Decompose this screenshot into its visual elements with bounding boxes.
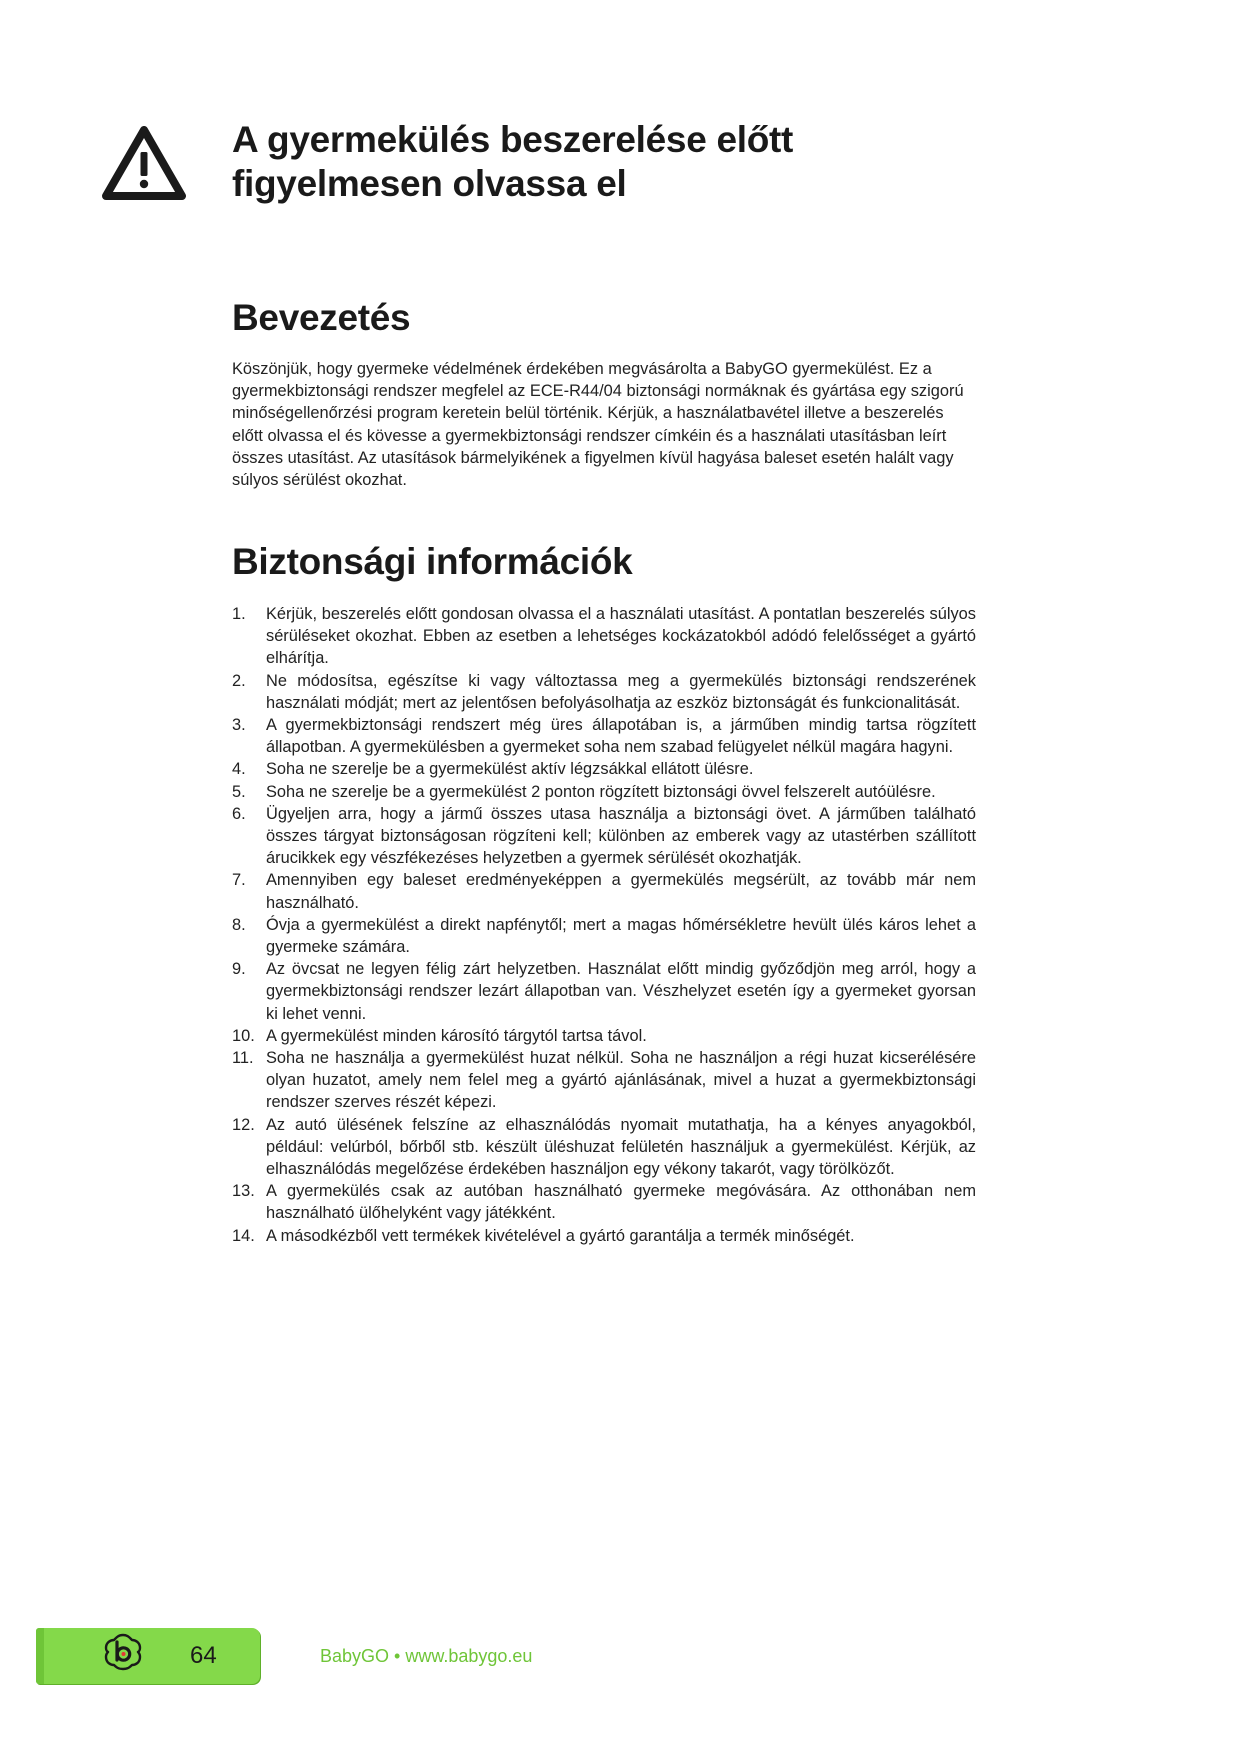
list-item-text: A másodkézből vett termékek kivételével a gyártó garantálja a termék minőségét. <box>266 1226 855 1245</box>
page-title: A gyermekülés beszerelése előtt figyelmesen olvassa el <box>232 119 794 204</box>
safety-heading: Biztonsági információk <box>232 541 633 582</box>
list-item <box>232 869 976 913</box>
list-item-number: 12. <box>232 1115 255 1134</box>
intro-paragraph: Köszönjük, hogy gyermeke védelmének érdekében megvásárolta a BabyGO gyermekülést. Ez a gyermekbiztonsági rendszer megfelel az ECE-R44/04 biztonsági normáknak és gyártása egy szigorú minőségellenőrzési program keretein belül történik. Kérjük, a használatbavétel illetve a beszerelés előtt olvassa el és kövesse a gyermekbiztonsági rendszer címkéin és a használati utasításban leírt összes utasítást. Az utasítások bármelyikének a figyelmen kívül hagyása baleset esetén halált vagy súlyos sérülést okozhat. <box>232 360 964 490</box>
list-item <box>232 670 976 714</box>
list-item-number: 11. <box>232 1049 254 1068</box>
list-item-text: A gyermekbiztonsági rendszert még üres állapotában is, a járműben mindig tartsa rögzített állapotban. A gyermekülésben a gyermeket soha nem szabad felügyelet nélkül magára hagyni. <box>266 716 976 757</box>
list-item-text: Ügyeljen arra, hogy a jármű összes utasa használja a biztonsági övet. A járműben található összes tárgyat biztonságosan rögzíteni kell; különben az emberek vagy az utastérben szállított árucikkek egy vészfékezéses helyzetben a gyermek sérülését okozhatják. <box>266 804 976 868</box>
list-item <box>232 714 976 758</box>
list-item-text: Soha ne szerelje be a gyermekülést 2 ponton rögzített biztonsági övvel felszerelt autóülésre. <box>266 782 936 801</box>
list-item-text: Az övcsat ne legyen félig zárt helyzetben. Használat előtt mindig győződjön meg arról, hogy a gyermekbiztonsági rendszer lezárt állapotban van. Vészhelyzet esetén így a gyermeket gyorsan ki lehet venni. <box>266 960 976 1023</box>
list-item-number: 8. <box>232 915 246 934</box>
list-item-text: Amennyiben egy baleset eredményeképpen a gyermekülés megsérült, az tovább már nem használható. <box>266 871 976 912</box>
intro-heading: Bevezetés <box>232 297 411 338</box>
list-item-text: Ne módosítsa, egészítse ki vagy változtassa meg a gyermekülés biztonsági rendszerének használati módját; mert az jelentősen befolyásolhatja az eszköz biztonságát és funkcionalitását. <box>266 671 976 712</box>
footer-brand: BabyGO • www.babygo.eu <box>320 1646 533 1666</box>
list-item <box>232 803 976 870</box>
list-item-number: 1. <box>232 605 246 623</box>
list-item-text: Soha ne használja a gyermekülést huzat nélkül. Soha ne használjon a régi huzat kicserélésére olyan huzatot, amely nem felel meg a gyártó ajánlásának, mivel a huzat a gyermekbiztonsági rendszer szerves részét képezi. <box>266 1049 976 1112</box>
list-item-number: 13. <box>232 1182 255 1201</box>
list-item-number: 2. <box>232 671 246 690</box>
list-item <box>232 1047 976 1114</box>
list-item-text: Kérjük, beszerelés előtt gondosan olvassa el a használati utasítást. A pontatlan beszerelés súlyos sérüléseket okozhat. Ebben az esetben a lehetséges kockázatokból adódó felelősséget a gyártó elhárítja. <box>266 605 976 668</box>
list-item-number: 14. <box>232 1226 255 1245</box>
list-item-number: 6. <box>232 804 246 823</box>
list-item <box>232 1025 976 1047</box>
list-item-text: Óvja a gyermekülést a direkt napfénytől; mert a magas hőmérsékletre hevült ülés káros lehet a gyermeke számára. <box>266 915 976 957</box>
page-number: 64 <box>190 1642 217 1669</box>
list-item-number: 4. <box>232 760 246 779</box>
page-tab <box>36 1628 260 1684</box>
list-item-text: Soha ne szerelje be a gyermekülést aktív légzsákkal ellátott ülésre. <box>266 760 754 779</box>
list-item <box>232 1180 976 1224</box>
list-item <box>232 1114 976 1181</box>
list-item-number: 9. <box>232 960 246 979</box>
list-item-number: 7. <box>232 871 246 890</box>
list-item-text: A gyermekülés csak az autóban használható gyermeke megóvására. Az otthonában nem használható ülőhelyként vagy játékként. <box>266 1182 976 1223</box>
list-item <box>232 603 976 670</box>
list-item-text: Az autó ülésének felszíne az elhasználódás nyomait mutathatja, ha a kényes anyagokból, például: velúrból, bőrből stb. készült üléshuzat felületén használjuk a gyermekülést. Kérjük, az elhasználódás megelőzése érdekében használjon egy vékony takarót, vagy törölközőt. <box>266 1115 976 1179</box>
list-item <box>232 781 976 803</box>
warning-triangle-icon <box>102 126 186 200</box>
list-item <box>232 1225 976 1247</box>
list-item-number: 10. <box>232 1026 255 1045</box>
safety-list <box>232 603 976 1247</box>
list-item <box>232 758 976 780</box>
list-item-number: 3. <box>232 716 246 735</box>
babygo-logo-icon <box>104 1633 142 1671</box>
list-item <box>232 958 976 1025</box>
list-item <box>232 914 976 958</box>
list-item-text: A gyermekülést minden károsító tárgytól tartsa távol. <box>266 1026 647 1045</box>
list-item-number: 5. <box>232 782 246 801</box>
